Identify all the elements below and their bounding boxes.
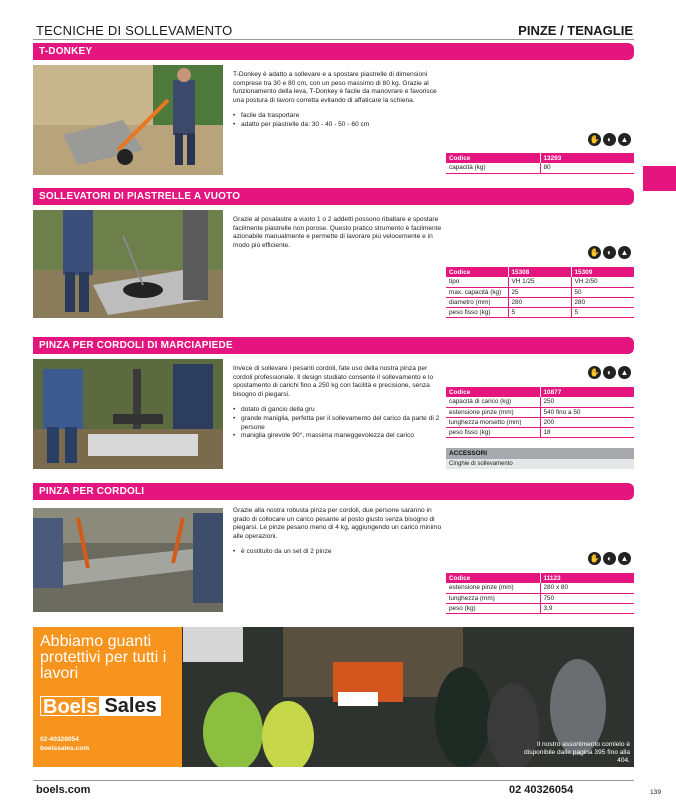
logo-word-boels: Boels <box>40 696 100 716</box>
table-cell: 250 <box>540 397 634 407</box>
feature-list <box>233 406 445 440</box>
table-cell: 5 <box>571 307 634 317</box>
table-row <box>446 287 634 297</box>
table-row <box>446 593 634 603</box>
table-header-cell: 13293 <box>540 153 634 163</box>
table-header-cell: Codice <box>446 387 540 397</box>
accessories-header: ACCESSORI <box>446 448 634 459</box>
table-row <box>446 307 634 317</box>
table-header-cell: Codice <box>446 153 540 163</box>
section-title: T-DONKEY <box>39 46 93 57</box>
description-text: Invece di sollevare i pesanti cordoli, fate uso della nostra pinza per cordoli professionale. Il design studiato consente il sollevamento e lo spostamento di carichi fino a 250 kg con facilità e precisione, senza bisogno di piegarsi. <box>233 365 434 398</box>
glove-icon: ✋ <box>589 135 600 144</box>
header-divider <box>33 39 634 40</box>
table-row <box>446 397 634 407</box>
table-cell: diametro (mm) <box>446 297 508 307</box>
table-header-cell: Codice <box>446 573 540 583</box>
description-text: Grazie alla nostra robusta pinza per cordoli, due persone saranno in grado di collocare un carico pesante al posto giusto senza bisogno di piegarsi. Le pinze pesano meno di 4 kg, aggiungendo un carico minimo alle operazioni. <box>233 507 442 540</box>
table-header-cell: 10877 <box>540 387 634 397</box>
safety-icons <box>588 366 631 379</box>
feature-item: • maniglia girevole 90°, massima maneggevolezza del carico <box>233 432 445 441</box>
section-title: PINZA PER CORDOLI <box>39 486 145 497</box>
table-header-cell: 11123 <box>540 573 634 583</box>
table-cell: peso fisso (kg) <box>446 427 540 437</box>
product-photo <box>33 359 223 469</box>
table-header <box>446 153 634 163</box>
table-row <box>446 427 634 437</box>
page-number: 139 <box>650 789 662 796</box>
table-cell: max. capacità (kg) <box>446 287 508 297</box>
table-row <box>446 277 634 287</box>
table-row <box>446 163 634 173</box>
feature-item: • grande maniglia, perfetta per il sollevamento del carico da parte di 2 persone <box>233 415 445 432</box>
table-cell: 18 <box>540 427 634 437</box>
section-title: SOLLEVATORI DI PIASTRELLE A VUOTO <box>39 191 241 202</box>
table-cell: capacità (kg) <box>446 163 540 173</box>
banner-phone: 02-40326054 <box>40 736 79 743</box>
boot-icon: ▲ <box>618 552 631 565</box>
table-cell: 280 <box>508 297 571 307</box>
table-header-cell: 15309 <box>571 267 634 277</box>
glove-icon: ✋ <box>589 368 600 377</box>
table-cell: peso fisso (kg) <box>446 307 508 317</box>
gloves-promo-banner <box>33 627 634 767</box>
product-section-curb-tongs <box>33 483 634 618</box>
safety-icons <box>588 246 631 259</box>
spec-table <box>446 573 634 614</box>
table-cell: 280 x 80 <box>540 583 634 593</box>
table-header-cell: Codice <box>446 267 508 277</box>
table-cell: VH 1/25 <box>508 277 571 287</box>
glove-icon: ✋ <box>589 248 600 257</box>
table-cell: 80 <box>540 163 634 173</box>
glove-icon: ✋ <box>589 554 600 563</box>
logo-word-sales: Sales <box>100 696 160 716</box>
feature-item: • dotato di gancio della gru <box>233 406 445 415</box>
table-cell: estensione pinze (mm) <box>446 407 540 417</box>
section-title: PINZA PER CORDOLI DI MARCIAPIEDE <box>39 340 233 351</box>
table-cell: capacità di carico (kg) <box>446 397 540 407</box>
boels-sales-logo <box>40 696 161 716</box>
product-photo <box>33 65 223 175</box>
table-cell: tipo <box>446 277 508 287</box>
accessories-item: Cinghie di sollevamento <box>446 459 634 469</box>
chapter-tab <box>643 166 676 191</box>
banner-note: Il nostro assortimento comlelo è disponibile dalle pagina 395 fino alla 404. <box>524 741 630 764</box>
table-row <box>446 417 634 427</box>
table-row <box>446 297 634 307</box>
feature-item: • è costituito da un set di 2 pinze <box>233 548 445 557</box>
table-cell: 50 <box>571 287 634 297</box>
spec-table <box>446 387 634 438</box>
product-description <box>233 507 445 557</box>
table-cell: 25 <box>508 287 571 297</box>
footer-divider <box>33 780 634 781</box>
banner-headline: Abbiamo guanti protettivi per tutti i lavori <box>40 633 167 682</box>
table-cell: peso (kg) <box>446 603 540 613</box>
product-description <box>233 216 445 250</box>
product-section-curb-clamp <box>33 337 634 477</box>
footer-website[interactable]: boels.com <box>36 784 91 796</box>
page-category: TECNICHE DI SOLLEVAMENTO <box>36 23 233 38</box>
table-cell: estensione pinze (mm) <box>446 583 540 593</box>
feature-item: • facile da trasportare <box>233 112 445 121</box>
table-cell: 540 fino a 50 <box>540 407 634 417</box>
table-cell: lunghezza morsetto (mm) <box>446 417 540 427</box>
description-text: T-Donkey è adatto a sollevare e a spostare piastrelle di dimensioni comprese tra 30 e 80 cm, con un peso massimo di 80 kg. Grazie al funzionamento della leva, T-Donkey è facile da manovrare e favorisce una postura di lavoro corretta evitando di affaticare la schiena. <box>233 71 437 104</box>
spec-table <box>446 267 634 318</box>
page-section-title: PINZE / TENAGLIE <box>518 23 633 38</box>
table-cell: 5 <box>508 307 571 317</box>
feature-item: • adatto per piastrelle da: 30 - 40 - 50 - 60 cm <box>233 121 445 130</box>
product-description <box>233 365 445 441</box>
product-section-vacuum-lifter <box>33 188 634 328</box>
table-cell: 3,9 <box>540 603 634 613</box>
feature-list <box>233 112 445 129</box>
safety-icons <box>588 133 631 146</box>
feature-list <box>233 548 445 557</box>
ear-icon: ◐ <box>603 552 616 565</box>
table-header-cell: 15308 <box>508 267 571 277</box>
table-row <box>446 603 634 613</box>
table-row <box>446 583 634 593</box>
banner-website[interactable]: boelssales.com <box>40 745 90 752</box>
table-cell: 200 <box>540 417 634 427</box>
table-header <box>446 267 634 277</box>
spec-table <box>446 153 634 174</box>
product-section-t-donkey <box>33 43 634 183</box>
table-cell: lunghezza (mm) <box>446 593 540 603</box>
table-row <box>446 407 634 417</box>
banner-contact <box>40 735 89 753</box>
ear-icon: ◐ <box>603 133 616 146</box>
boot-icon: ▲ <box>618 133 631 146</box>
product-photo <box>33 508 223 612</box>
ear-icon: ◐ <box>603 246 616 259</box>
boot-icon: ▲ <box>618 246 631 259</box>
description-text: Grazie al posalastre a vuoto 1 o 2 addetti possono ribaltare e spostare facilmente piastrelle non porose. Questo pratico strumento è facilmente azionabile manualmente e permette di lavorare più velocemente e in modo più efficiente. <box>233 216 442 249</box>
boot-icon: ▲ <box>618 366 631 379</box>
table-cell: 750 <box>540 593 634 603</box>
table-header <box>446 573 634 583</box>
footer-phone: 02 40326054 <box>509 784 574 796</box>
table-header <box>446 387 634 397</box>
product-photo <box>33 210 223 318</box>
table-cell: 280 <box>571 297 634 307</box>
product-description <box>233 71 445 130</box>
table-cell: VH 2/50 <box>571 277 634 287</box>
safety-icons <box>588 552 631 565</box>
ear-icon: ◐ <box>603 366 616 379</box>
section-bar <box>33 43 634 60</box>
